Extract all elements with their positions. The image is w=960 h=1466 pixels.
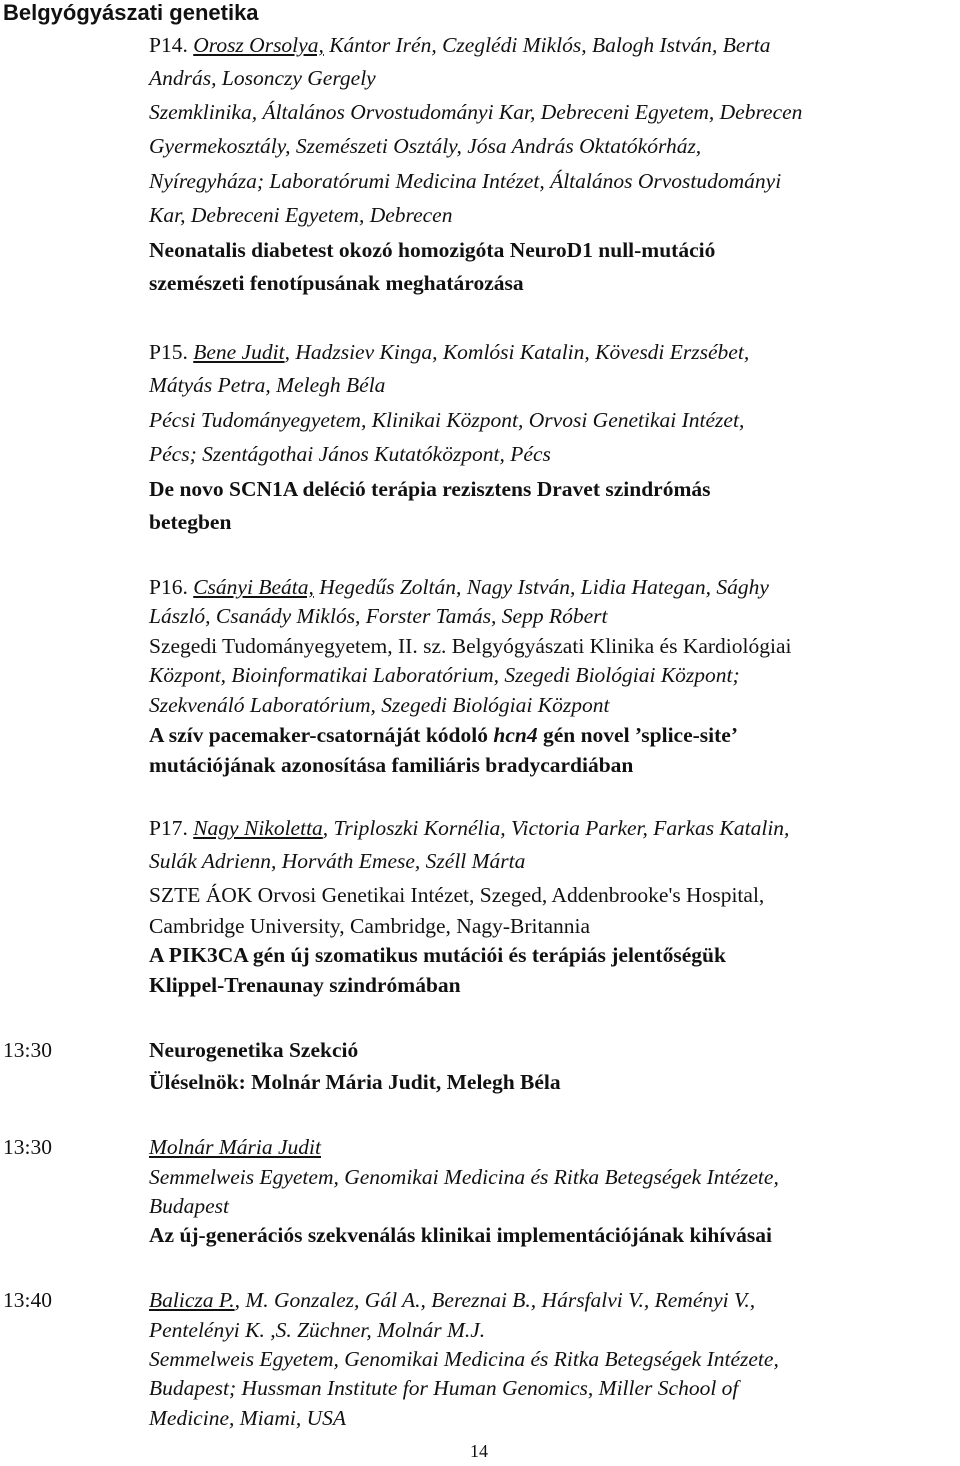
- authors-line: Bene Judit, Hadzsiev Kinga, Komlósi Katalin, Kövesdi Erzsébet,: [193, 340, 750, 364]
- affiliation-line: Semmelweis Egyetem, Genomikai Medicina és Ritka Betegségek Intézete,: [149, 1347, 779, 1371]
- affiliation-line: Budapest; Hussman Institute for Human Genomics, Miller School of: [149, 1376, 739, 1400]
- authors-line: Orosz Orsolya, Kántor Irén, Czeglédi Miklós, Balogh István, Berta: [193, 33, 771, 57]
- abstract-title: Klippel-Trenaunay szindrómában: [149, 973, 461, 997]
- abstract-title: A szív pacemaker-csatornáját kódoló hcn4 gén novel ’splice-site’: [149, 723, 739, 747]
- abstract-title: szemészeti fenotípusának meghatározása: [149, 271, 524, 295]
- affiliation-line: Cambridge University, Cambridge, Nagy-Britannia: [149, 914, 591, 938]
- authors-line: Sulák Adrienn, Horváth Emese, Széll Márta: [149, 849, 526, 873]
- speaker-name: Molnár Mária Judit: [149, 1135, 321, 1159]
- affiliation-line: Pécsi Tudományegyetem, Klinikai Központ, Orvosi Genetikai Intézet,: [149, 408, 745, 432]
- affiliation-line: Budapest: [149, 1194, 230, 1218]
- affiliation-line: Nyíregyháza; Laboratórumi Medicina Intézet, Általános Orvostudományi: [149, 169, 782, 193]
- authors-line: László, Csanády Miklós, Forster Tamás, Sepp Róbert: [149, 604, 608, 628]
- presenter-name: Orosz Orsolya,: [193, 33, 324, 57]
- affiliation-line: Központ, Bioinformatikai Laboratórium, Szegedi Biológiai Központ;: [149, 663, 740, 687]
- session-chairs: Üléselnök: Molnár Mária Judit, Melegh Béla: [149, 1070, 561, 1094]
- affiliation-line: Gyermekosztály, Szemészeti Osztály, Jósa András Oktatókórház,: [149, 134, 702, 158]
- abstract-number: P17.: [149, 816, 188, 840]
- abstract-number: P16.: [149, 575, 188, 599]
- presenter-name: Balicza P.: [149, 1288, 235, 1312]
- session-time: 13:30: [3, 1038, 52, 1062]
- authors-line: András, Losonczy Gergely: [149, 66, 376, 90]
- abstract-title: A PIK3CA gén új szomatikus mutációi és terápiás jelentőségük: [149, 943, 726, 967]
- abstract-title: mutációjának azonosítása familiáris bradycardiában: [149, 753, 634, 777]
- affiliation-line: Pécs; Szentágothai János Kutatóközpont, Pécs: [149, 442, 551, 466]
- affiliation-line: Semmelweis Egyetem, Genomikai Medicina és Ritka Betegségek Intézete,: [149, 1165, 779, 1189]
- gene-name: hcn4: [493, 723, 538, 747]
- section-title: Belgyógyászati genetika: [3, 0, 259, 25]
- abstract-title: Neonatalis diabetest okozó homozigóta NeuroD1 null-mutáció: [149, 238, 716, 262]
- affiliation-line: Szegedi Tudományegyetem, II. sz. Belgyógyászati Klinika és Kardiológiai: [149, 634, 792, 658]
- authors-line: Balicza P., M. Gonzalez, Gál A., Bereznai B., Hársfalvi V., Reményi V.,: [149, 1288, 756, 1312]
- authors-line: Nagy Nikoletta, Triploszki Kornélia, Victoria Parker, Farkas Katalin,: [193, 816, 790, 840]
- abstract-number: P15.: [149, 340, 188, 364]
- affiliation-line: Kar, Debreceni Egyetem, Debrecen: [149, 203, 453, 227]
- presenter-name: Bene Judit: [193, 340, 285, 364]
- abstract-number: P14.: [149, 33, 188, 57]
- talk-time: 13:40: [3, 1288, 52, 1312]
- abstract-title: betegben: [149, 510, 232, 534]
- abstract-title: De novo SCN1A deléció terápia rezisztens Dravet szindrómás: [149, 477, 711, 501]
- presenter-name: Nagy Nikoletta: [193, 816, 323, 840]
- authors-line: Pentelényi K. ,S. Züchner, Molnár M.J.: [149, 1318, 486, 1342]
- affiliation-line: SZTE ÁOK Orvosi Genetikai Intézet, Szeged, Addenbrooke's Hospital,: [149, 883, 765, 907]
- affiliation-line: Szemklinika, Általános Orvostudományi Kar, Debreceni Egyetem, Debrecen: [149, 100, 803, 124]
- authors-line: Csányi Beáta, Hegedűs Zoltán, Nagy István, Lidia Hategan, Sághy: [193, 575, 769, 599]
- talk-title: Az új-generációs szekvenálás klinikai implementációjának kihívásai: [149, 1223, 772, 1247]
- presenter-name: Csányi Beáta,: [193, 575, 314, 599]
- talk-time: 13:30: [3, 1135, 52, 1159]
- affiliation-line: Medicine, Miami, USA: [149, 1406, 347, 1430]
- affiliation-line: Szekvenáló Laboratórium, Szegedi Biológiai Központ: [149, 693, 610, 717]
- authors-line: Mátyás Petra, Melegh Béla: [149, 373, 386, 397]
- page-number: 14: [470, 1441, 488, 1461]
- session-title: Neurogenetika Szekció: [149, 1038, 359, 1062]
